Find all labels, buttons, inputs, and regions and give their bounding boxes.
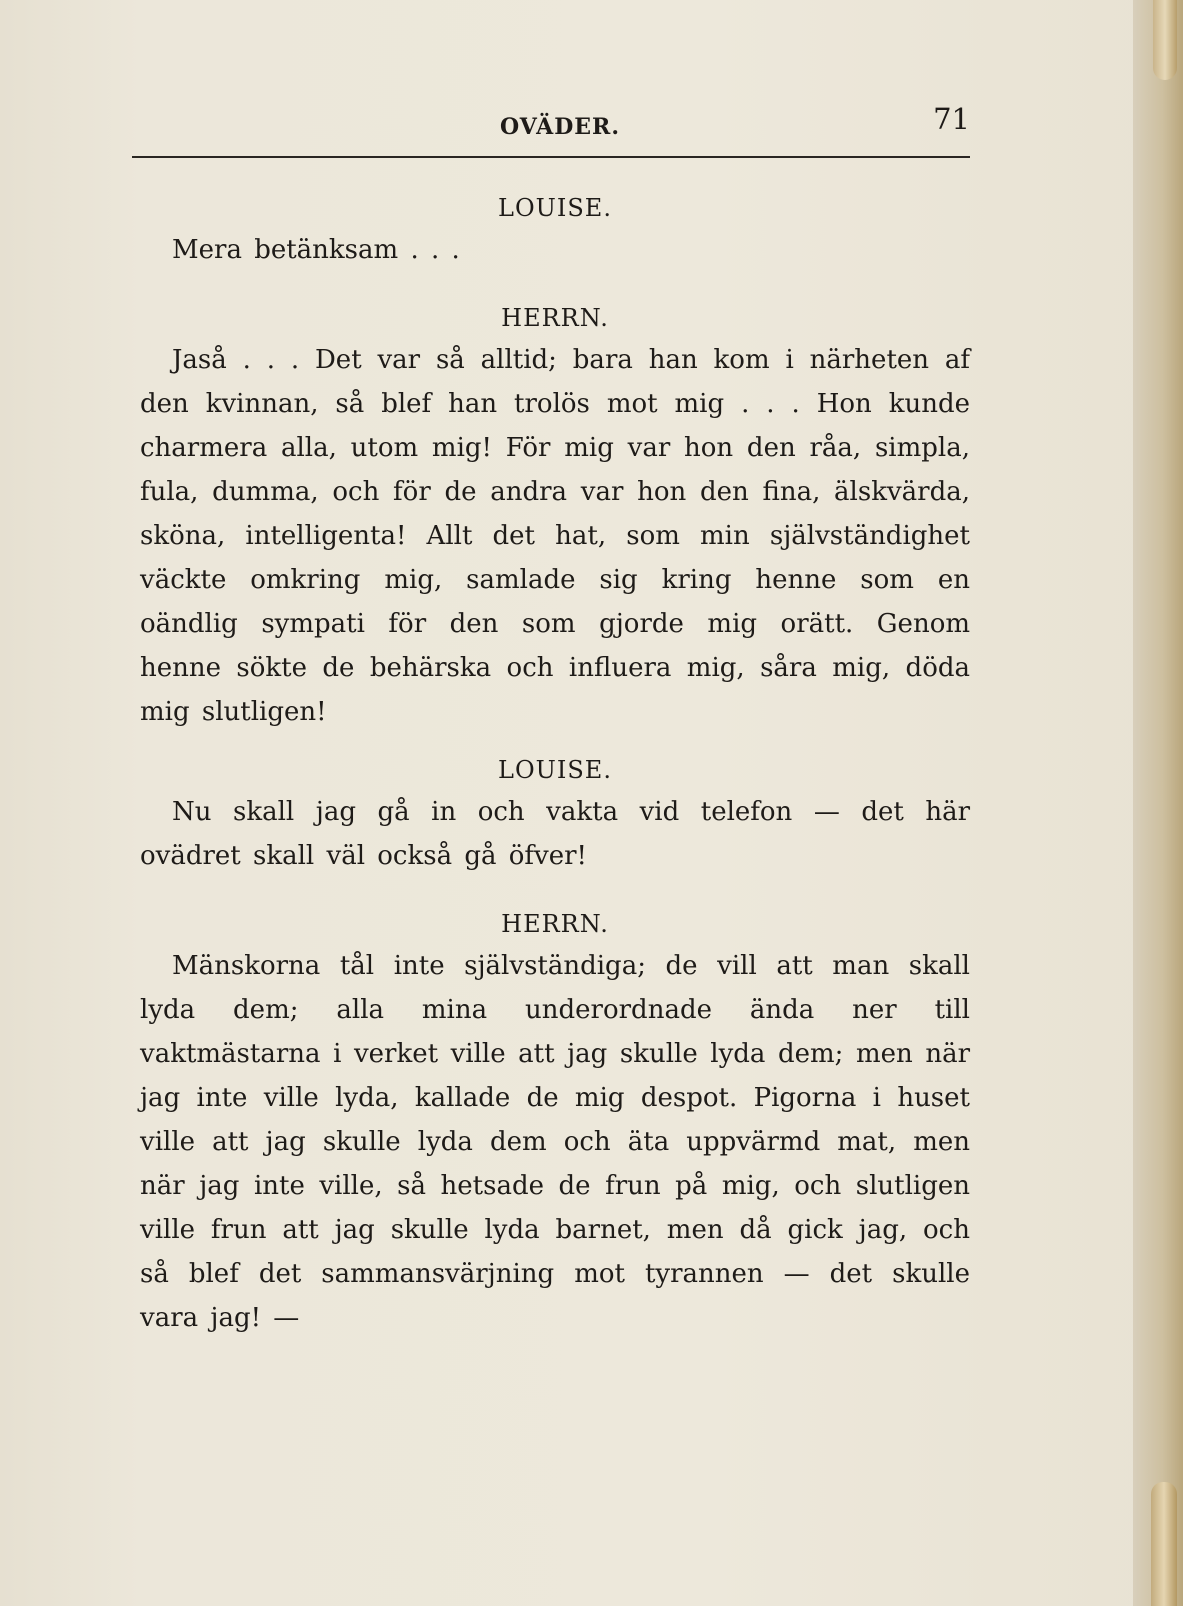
running-title: OVÄDER. [500,114,620,140]
speech-paragraph: Mänskorna tål inte självständiga; de vill att man skall lyda dem; alla mina underordnade ända ner till vaktmästarna i verket ville att jag skulle lyda dem; men när jag inte ville lyda, kallade de mig despot. Pigorna i huset ville att jag skulle lyda dem och äta uppvärmd mat, men när jag inte ville, så hetsade de frun på mig, och slutligen ville frun att jag skulle lyda barnet, men då gick jag, och så blef det sammansvärjning mot tyrannen — det skulle vara jag! — [140,951,970,1333]
spacer [140,272,970,296]
speaker-name: HERRN. [501,304,609,332]
header-rule [132,156,970,158]
dialogue-text [140,186,970,1340]
speaker-name: HERRN. [501,910,609,938]
spacer [140,734,970,748]
spacer [140,878,970,902]
page-tab-top [1153,0,1177,80]
page-header [132,100,970,160]
speaker-name: LOUISE. [498,194,612,222]
speaker-name: LOUISE. [498,756,612,784]
speech-paragraph: Nu skall jag gå in och vakta vid telefon — det här ovädret skall väl också gå öfver! [140,797,970,871]
speech-paragraph: Jaså . . . Det var så alltid; bara han kom i närheten af den kvinnan, så blef han trolös mot mig . . . Hon kunde charmera alla, utom mig! För mig var hon den råa, simpla, fula, dumma, och för de andra var hon den fina, älskvärda, sköna, intelligenta! Allt det hat, som min självständighet väckte omkring mig, samlade sig kring henne som en oändlig sympati för den som gjorde mig orätt. Genom henne sökte de behärska och influera mig, såra mig, döda mig slutligen! [140,345,970,727]
book-binding-edge [1133,0,1183,1606]
page-tab-bottom [1151,1482,1177,1606]
speech-paragraph: Mera betänksam . . . [172,235,460,265]
page-number: 71 [933,102,970,136]
